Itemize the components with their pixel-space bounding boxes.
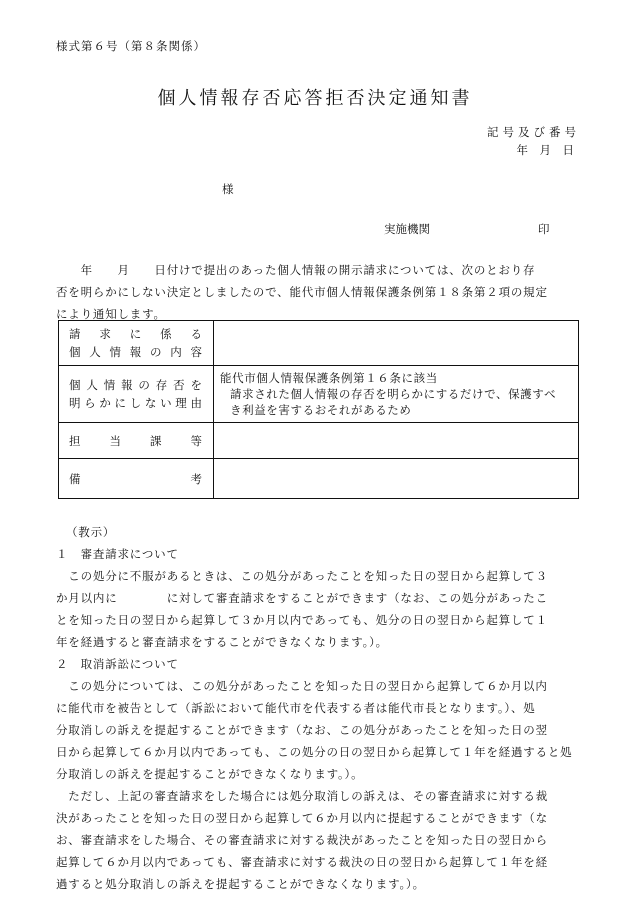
intro-line: 年 月 日付けで提出のあった個人情報の開示請求については、次のとおり存: [56, 263, 536, 277]
appeal-notice: [56, 521, 584, 895]
department-value: [214, 423, 579, 459]
intro-line: 否を明らかにしない決定としましたので、能代市個人情報保護条例第１８条第２項の規定: [56, 285, 548, 299]
document-title: 個人情報存否応答拒否決定通知書: [157, 88, 473, 109]
table-row: [59, 459, 579, 499]
reason-value: [214, 366, 579, 423]
intro-line: により通知します。: [56, 307, 166, 321]
row-label-remarks: [59, 459, 214, 499]
section2-line: 過すると処分取消しの訴えを提起することができなくなります。）。: [56, 877, 425, 891]
addressee-suffix: 様: [222, 182, 234, 196]
seal-mark: 印: [538, 222, 550, 236]
section2-line: 分取消しの訴えを提起することができます（なお、この処分があったことを知った日の翌: [56, 723, 548, 737]
reason-line: き利益を害するおそれがあるため: [230, 403, 412, 417]
section1-line: この処分に不服があるときは、この処分があったことを知った日の翌日から起算して３: [56, 569, 548, 583]
section1-line: か月以内に に対して審査請求をすることができます（なお、この処分があったこ: [56, 591, 548, 605]
label-line: 個人情報の内容: [69, 345, 203, 359]
table-row: [59, 423, 579, 459]
section1-line: 年を経過すると審査請求をすることができなくなります。）。: [56, 635, 388, 649]
date-line: 年 月 日: [516, 143, 574, 157]
label-line: 請 求 に 係 る: [69, 327, 203, 341]
label-line: 個人情報の存否を: [69, 378, 203, 392]
label-line: 備 考: [69, 471, 203, 486]
table-row: [59, 321, 579, 366]
label-line: 明らかにしない理由: [69, 396, 203, 410]
decision-table: [58, 320, 579, 499]
reason-line: 能代市個人情報保護条例第１６条に該当: [220, 371, 438, 385]
section2-line: 決があったことを知った日の翌日から起算して６か月以内に提起することができます（な: [56, 811, 548, 825]
section2-line: この処分については、この処分があったことを知った日の翌日から起算して６か月以内: [56, 679, 548, 693]
table-row: [59, 366, 579, 423]
reference-number-label: 記号及び番号: [487, 125, 580, 139]
section2-line: お、審査請求をした場合、その審査請求に対する裁決があったことを知った日の翌日から: [56, 833, 548, 847]
label-line: 担 当 課 等: [69, 433, 203, 448]
reason-line: 請求された個人情報の存否を明らかにするだけで、保護すべ: [230, 387, 557, 401]
request-content-value: [214, 321, 579, 366]
row-label-reason: [59, 366, 214, 423]
remarks-value: [214, 459, 579, 499]
section1-line: とを知った日の翌日から起算して３か月以内であっても、処分の日の翌日から起算して１: [56, 613, 548, 627]
section2-line: 日から起算して６か月以内であっても、この処分の日の翌日から起算して１年を経過すると処: [56, 745, 573, 759]
section1-title: １ 審査請求について: [56, 547, 179, 561]
row-label-department: [59, 423, 214, 459]
section2-line: 分取消しの訴えを提起することができなくなります。）。: [56, 767, 364, 781]
section2-line: ただし、上記の審査請求をした場合には処分取消しの訴えは、その審査請求に対する裁: [56, 789, 548, 803]
row-label-request-content: [59, 321, 214, 366]
section2-line: に能代市を被告として（訴訟において能代市を代表する者は能代市長となります。）、処: [56, 701, 536, 715]
implementing-agency-label: 実施機関: [384, 222, 430, 236]
section2-line: 起算して６か月以内であっても、審査請求に対する裁決の日の翌日から起算して１年を経: [56, 855, 548, 869]
notice-heading: （教示）: [66, 525, 116, 539]
form-number: 様式第６号（第８条関係）: [56, 39, 206, 53]
intro-paragraph: [56, 259, 584, 325]
section2-title: ２ 取消訴訟について: [56, 657, 179, 671]
